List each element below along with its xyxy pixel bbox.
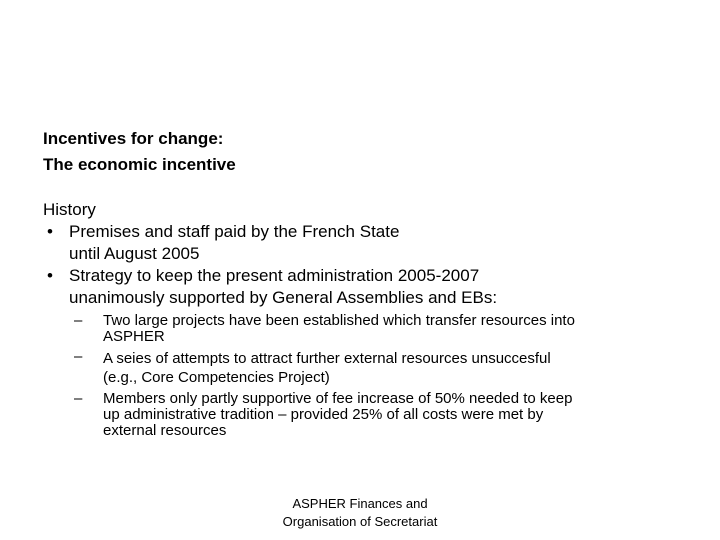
bullet-item bbox=[43, 265, 693, 309]
section-heading: History bbox=[43, 200, 96, 219]
bullet-text-line: Premises and staff paid by the French State bbox=[69, 222, 400, 241]
dash-marker: – bbox=[74, 390, 83, 407]
slide-body bbox=[43, 199, 693, 443]
title-line-1: Incentives for change: bbox=[43, 129, 224, 148]
bullet-text-line: Strategy to keep the present administration 2005-2007 bbox=[69, 266, 480, 285]
sub-bullet-text-line: A seies of attempts to attract further external resources unsuccesful bbox=[103, 350, 551, 367]
sub-bullet-item bbox=[43, 313, 693, 345]
dash-marker: – bbox=[74, 348, 83, 365]
slide-title bbox=[43, 126, 236, 178]
footer-line-1: ASPHER Finances and bbox=[292, 496, 428, 511]
sub-bullet-list bbox=[43, 313, 693, 439]
sub-bullet-text-line: up administrative tradition – provided 25% of all costs were met by bbox=[103, 406, 544, 423]
sub-bullet-text-line: external resources bbox=[103, 422, 227, 439]
bullet-text-line: unanimously supported by General Assemblies and EBs: bbox=[69, 288, 498, 307]
bullet-item bbox=[43, 221, 693, 265]
sub-bullet-item bbox=[43, 391, 693, 439]
bullet-marker: • bbox=[47, 222, 53, 241]
sub-bullet-item bbox=[43, 349, 693, 387]
sub-bullet-text-line: Two large projects have been established which transfer resources into bbox=[103, 312, 575, 329]
slide-footer bbox=[250, 495, 470, 531]
sub-bullet-text-line: (e.g., Core Competencies Project) bbox=[103, 369, 330, 386]
sub-bullet-text-line: ASPHER bbox=[103, 328, 165, 345]
sub-bullet-text-line: Members only partly supportive of fee increase of 50% needed to keep bbox=[103, 390, 573, 407]
footer-line-2: Organisation of Secretariat bbox=[282, 514, 438, 529]
dash-marker: – bbox=[74, 312, 83, 329]
bullet-marker: • bbox=[47, 266, 53, 285]
title-line-2: The economic incentive bbox=[43, 155, 236, 174]
bullet-text-line: until August 2005 bbox=[69, 244, 200, 263]
